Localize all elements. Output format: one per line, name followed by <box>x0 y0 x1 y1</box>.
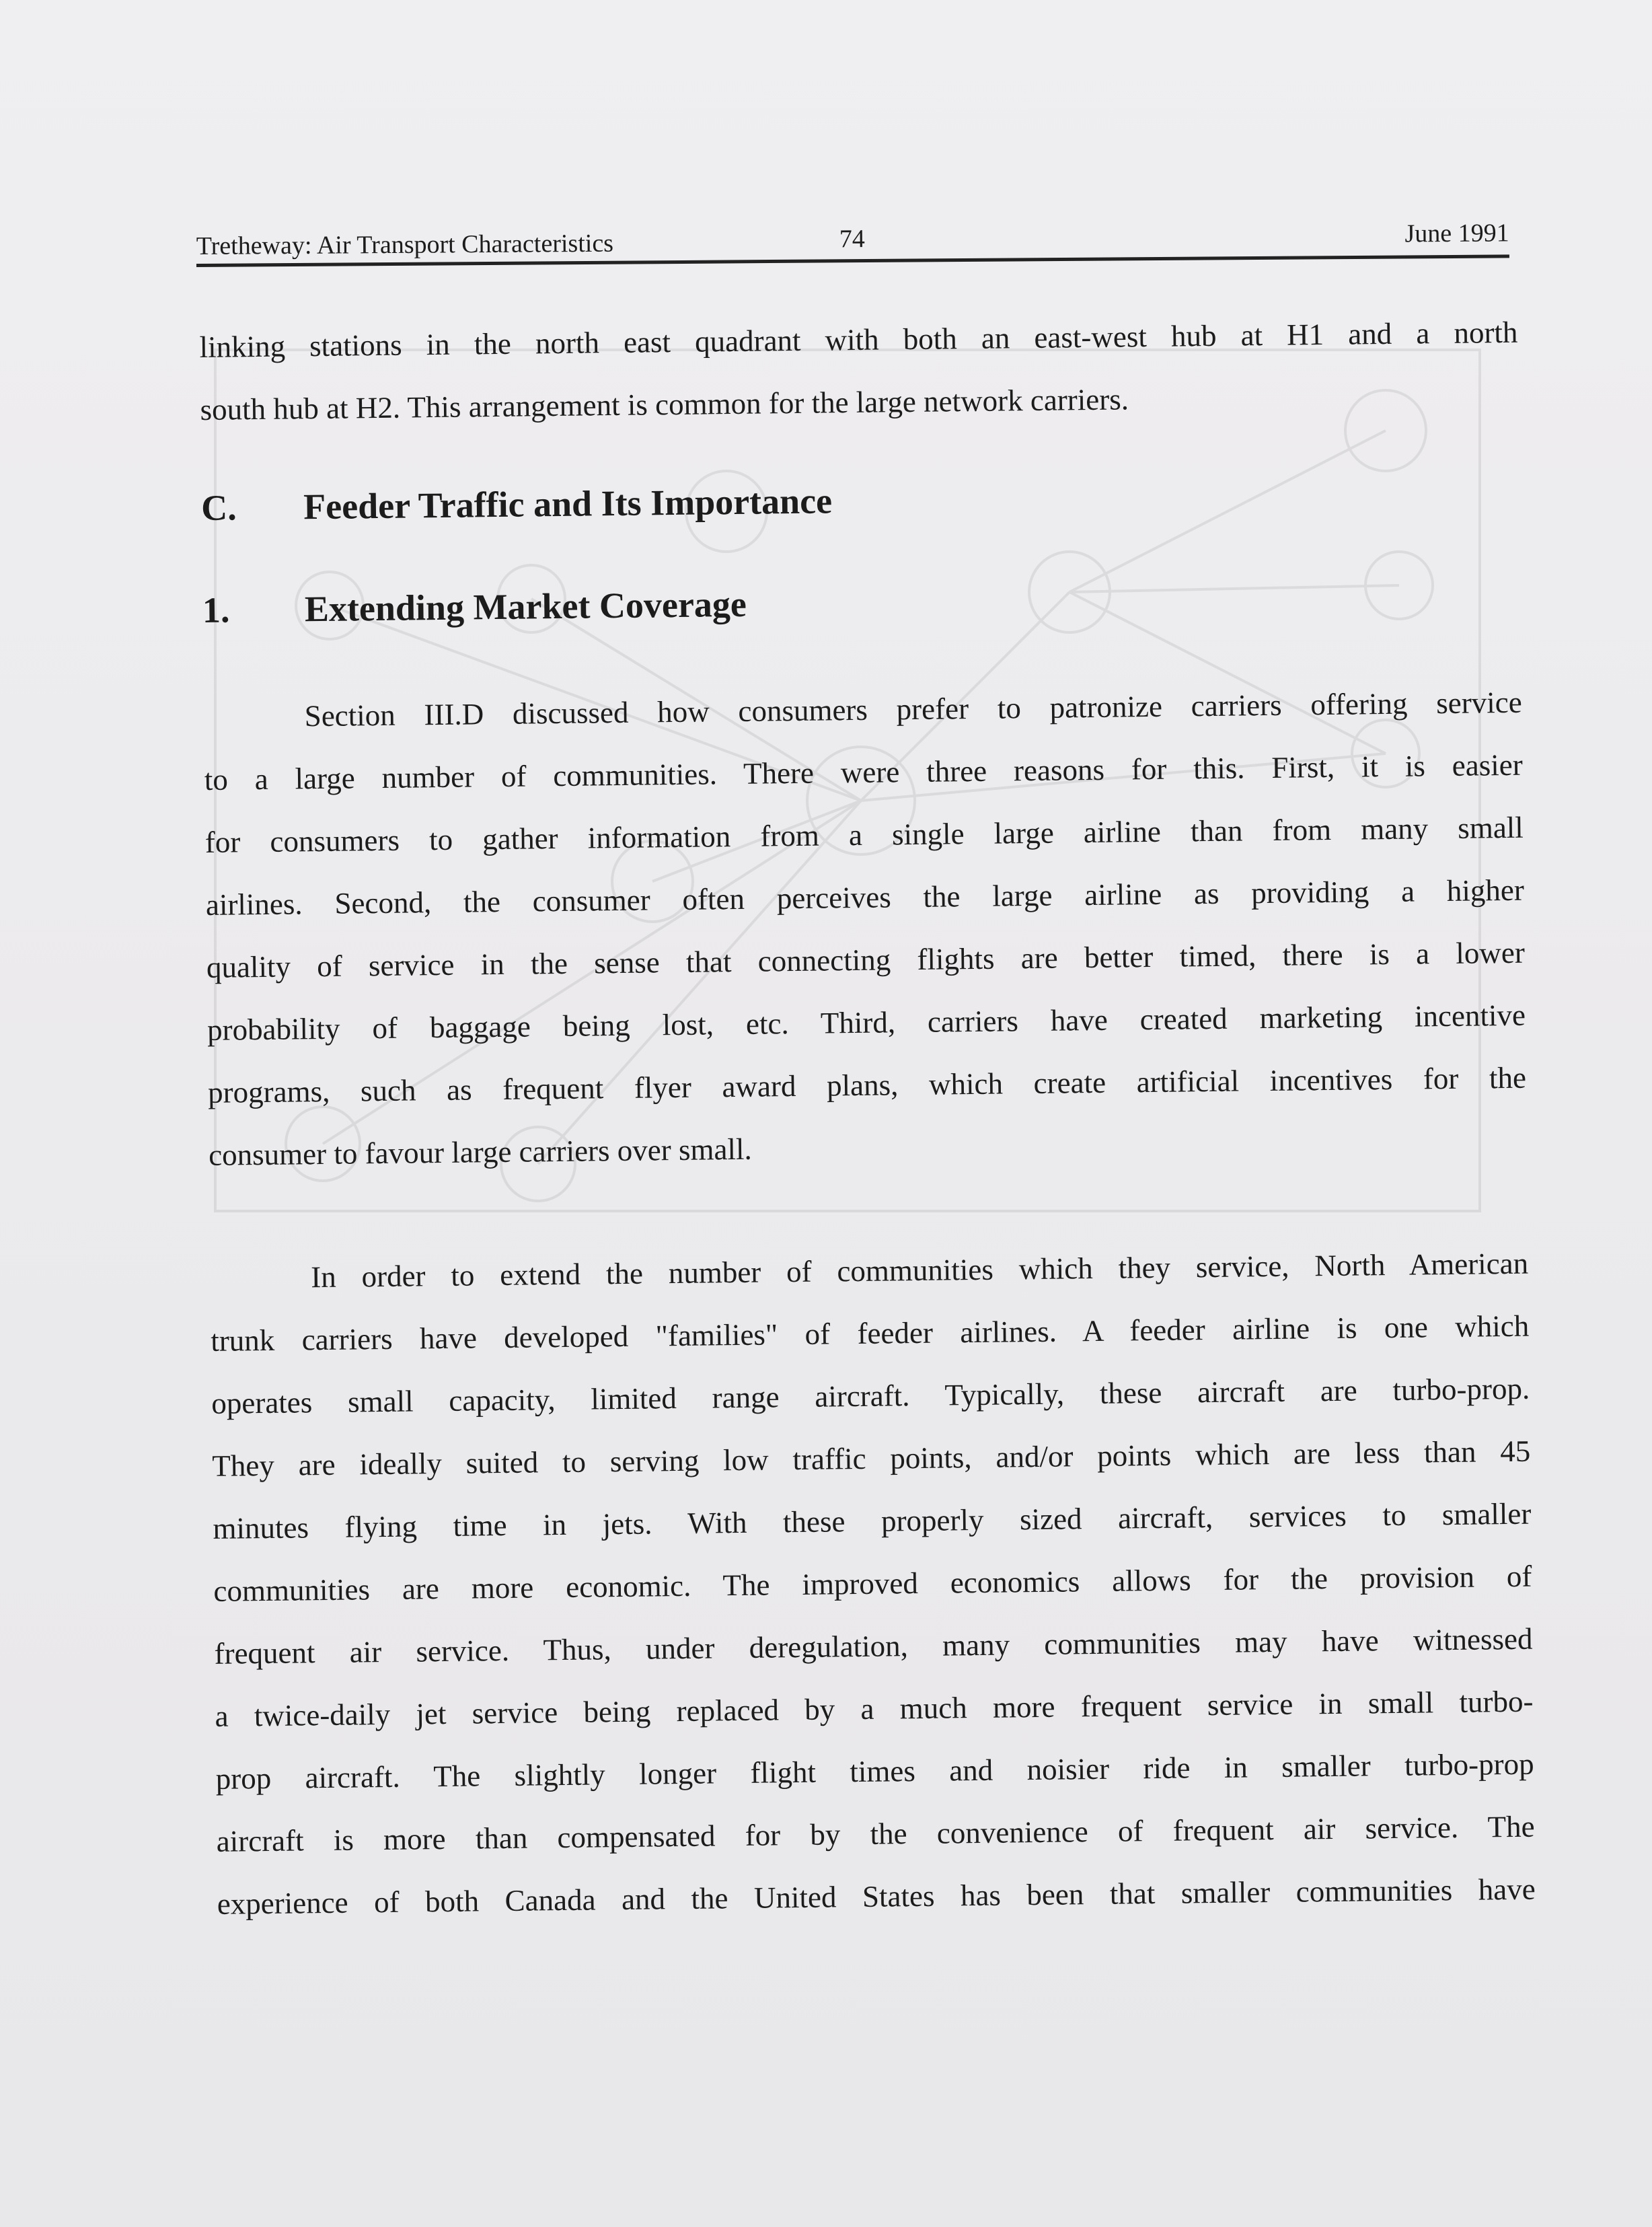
text-line: linking stations in the north east quadrant with both an east-west hub at H1 and a north <box>199 315 1518 364</box>
subsection-title: Extending Market Coverage <box>304 583 747 630</box>
text-line: consumer to favour large carriers over small. <box>208 1132 752 1172</box>
subsection-number: 1. <box>202 589 230 630</box>
text-line: They are ideally suited to serving low traffic points, and/or points which are less than 45 <box>212 1434 1531 1483</box>
running-header <box>196 206 1509 267</box>
section-title: Feeder Traffic and Its Importance <box>303 480 833 527</box>
page-number: 74 <box>839 225 865 254</box>
text-line: south hub at H2. This arrangement is common for the large network carriers. <box>200 382 1129 427</box>
text-line: probability of baggage being lost, etc. Third, carriers have created marketing incentive <box>206 998 1526 1047</box>
text-line: minutes flying time in jets. With these properly sized aircraft, services to smaller <box>213 1496 1532 1545</box>
text-line: aircraft is more than compensated for by the convenience of frequent air service. The <box>216 1809 1535 1858</box>
text-line: Section III.D discussed how consumers prefer to patronize carriers offering service <box>304 685 1522 733</box>
text-line: experience of both Canada and the United States has been that smaller communities have <box>217 1872 1536 1921</box>
text-line: communities are more economic. The improved economics allows for the provision of <box>213 1559 1532 1608</box>
paragraph-market-coverage <box>203 671 1527 1187</box>
text-line: In order to extend the number of communities which they service, North American <box>310 1246 1529 1294</box>
section-heading <box>201 472 1520 529</box>
header-title: Tretheway: Air Transport Characteristics <box>196 229 614 261</box>
text-line: prop aircraft. The slightly longer flight times and noisier ride in smaller turbo-prop <box>215 1747 1534 1796</box>
text-line: airlines. Second, the consumer often perceives the large airline as providing a higher <box>205 873 1525 922</box>
text-line: a twice-daily jet service being replaced by a much more frequent service in small turbo- <box>215 1684 1534 1733</box>
text-line: for consumers to gather information from a single large airline than from many small <box>204 810 1524 859</box>
section-number: C. <box>200 487 237 528</box>
header-date: June 1991 <box>1404 219 1509 248</box>
document-body <box>199 301 1536 1936</box>
paragraph-feeder-airlines <box>210 1233 1536 1936</box>
text-line: programs, such as frequent flyer award plans, which create artificial incentives for the <box>207 1060 1527 1109</box>
text-line: quality of service in the sense that connecting flights are better timed, there is a lower <box>206 935 1526 984</box>
text-line: trunk carriers have developed "families" of feeder airlines. A feeder airline is one which <box>210 1309 1530 1358</box>
text-line: to a large number of communities. There were three reasons for this. First, it is easier <box>204 747 1523 797</box>
subsection-heading <box>202 575 1522 631</box>
intro-paragraph <box>199 301 1519 441</box>
text-line: operates small capacity, limited range aircraft. Typically, these aircraft are turbo-prop. <box>211 1371 1530 1420</box>
text-line: frequent air service. Thus, under deregulation, many communities may have witnessed <box>214 1621 1533 1671</box>
